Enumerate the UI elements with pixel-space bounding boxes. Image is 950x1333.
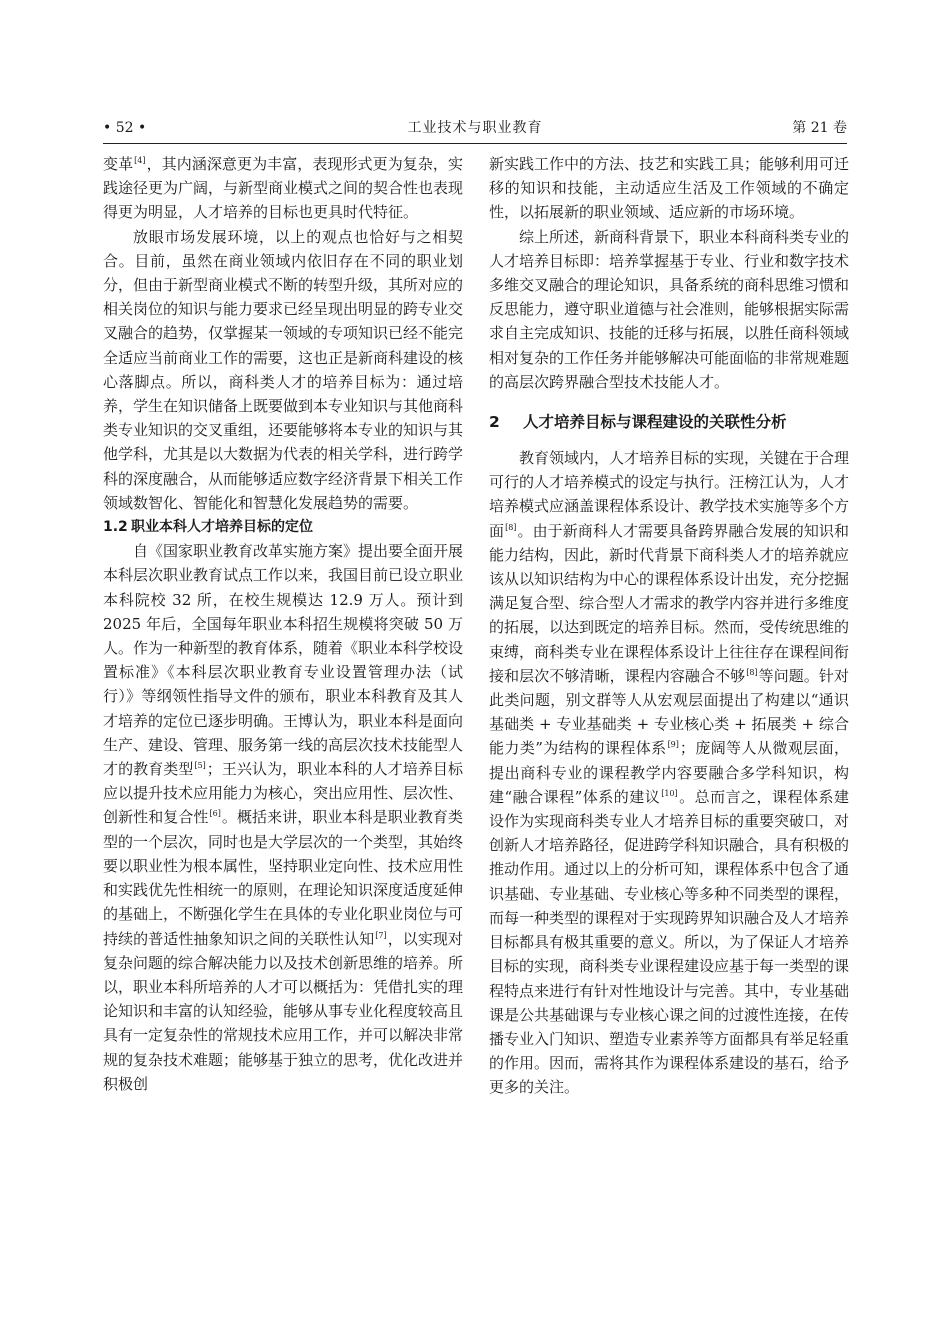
citation: [9]	[667, 740, 679, 750]
left-column	[103, 152, 463, 1096]
page-number: • 52 •	[103, 120, 147, 136]
citation: [4]	[134, 156, 146, 165]
header-rule	[103, 143, 847, 144]
citation: [10]	[661, 788, 678, 798]
paragraph: 综上所述，新商科背景下，职业本科商科类专业的人才培养目标即：培养掌握基于专业、行业和数字技术多维交叉融合的理论知识，具备系统的商科思维习惯和反思能力，遵守职业道德与社会准则，能够根据实际需求自主完成知识、技能的迁移与拓展，以胜任商科领域相对复杂的工作任务并能够解决可能面临的非常规难题的高层次跨界融合型技术技能人才。	[489, 227, 850, 391]
citation: [7]	[375, 930, 387, 940]
journal-title: 工业技术与职业教育	[407, 120, 543, 136]
citation: [8]	[746, 667, 758, 677]
volume-label: 第 21 卷	[792, 120, 847, 136]
paragraph: 新实践工作中的方法、技艺和实践工具；能够利用可迁移的知识和技能，主动适应生活及工作领域的不确定性，以拓展新的职业领域、适应新的市场环境。	[489, 155, 850, 222]
right-column	[489, 152, 849, 1100]
section-heading-1-2: 1.2 职业本科人才培养目标的定位	[103, 519, 313, 536]
running-header	[103, 118, 847, 140]
paragraph: 自《国家职业教育改革实施方案》提出要全面开展本科层次职业教育试点工作以来，我国目前已设立职业本科院校 32 所，在校生规模达 12.9 万人。预计到 2025 年后，全国每年职业本科招生规模将突破 50 万人。作为一种新型的教育体系，随着《职业本科学校设置标准》《本科层次职业教育专业设置管理办法（试行）》等纲领性指导文件的颁布，职业本科教育及其人才培养的定位已逐步明确。王博认为，职业本科是面向生产、建设、管理、服务第一线的高层次技术技能型人才的教育类型[5]；王兴认为，职业本科的人才培养目标应以提升技术应用能力为核心，突出应用性、层次性、创新性和复合性[6]。概括来讲，职业本科是职业教育类型的一个层次，同时也是大学层次的一个类型，其始终要以职业性为根本属性，坚持职业定向性、技术应用性和实践优先性相统一的原则，在理论知识深度适度延伸的基础上，不断强化学生在具体的专业化职业岗位与可持续的普适性抽象知识之间的关联性认知[7]，以实现对复杂问题的综合解决能力以及技术创新思维的培养。所以，职业本科所培养的人才可以概括为：凭借扎实的理论知识和丰富的认知经验，能够从事专业化程度较高且具有一定复杂性的常规技术应用工作，并可以解决非常规的复杂技术难题；能够基于独立的思考，优化改进并积极创	[103, 542, 464, 1093]
section-heading-2: 2 人才培养目标与课程建设的关联性分析	[489, 413, 787, 432]
paragraph: 放眼市场发展环境，以上的观点也恰好与之相契合。目前，虽然在商业领域内依旧存在不同的职业划分，但由于新型商业模式不断的转型升级，其所对应的相关岗位的知识与能力要求已经呈现出明显的跨专业交叉融合的趋势，仅掌握某一领域的专项知识已经不能完全适应当前商业工作的需要，这也正是新商科建设的核心落脚点。所以，商科类人才的培养目标为：通过培养，学生在知识储备上既要做到本专业知识与其他商科类专业知识的交叉重组，还要能够将本专业的知识与其他学科，尤其是以大数据为代表的相关学科，进行跨学科的深度融合，从而能够适应数字经济背景下相关工作领域数智化、智能化和智慧化发展趋势的需要。	[103, 227, 464, 512]
paragraph: 教育领域内，人才培养目标的实现，关键在于合理可行的人才培养模式的设定与执行。汪榜江认为，人才培养模式应涵盖课程体系设计、教学技术实施等多个方面[8]。由于新商科人才需要具备跨界融合发展的知识和能力结构，因此，新时代背景下商科类人才的培养就应该从以知识结构为中心的课程体系设计出发，充分挖掘满足复合型、综合型人才需求的教学内容并进行多维度的拓展，以达到既定的培养目标。然而，受传统思维的束缚，商科类专业在课程体系设计上往往存在课程间衔接和层次不够清晰，课程内容融合不够[8]等问题。针对此类问题，别文群等人从宏观层面提出了构建以“通识基础类 + 专业基础类 + 专业核心类 + 拓展类 + 综合能力类”为结构的课程体系[9]；庞阔等人从微观层面，提出商科专业的课程教学内容要融合多学科知识，构建“融合课程”体系的建议[10]。总而言之，课程体系建设作为实现商科类专业人才培养目标的重要突破口，对创新人才培养路径，促进跨学科知识融合，具有积极的推动作用。通过以上的分析可知，课程体系中包含了通识基础、专业基础、专业核心等多种不同类型的课程，而每一种类型的课程对于实现跨界知识融合及人才培养目标都具有极其重要的意义。所以，为了保证人才培养目标的实现，商科类专业课程建设应基于每一类型的课程特点来进行有针对性地设计与完善。其中，专业基础课是公共基础课与专业核心课之间的过渡性连接，在传播专业入门知识、塑造专业素养等方面都具有举足轻重的作用。因而，需将其作为课程体系建设的基石，给予更多的关注。	[489, 449, 850, 1097]
citation: [8]	[505, 522, 517, 532]
paragraph: 变革[4]，其内涵深意更为丰富，表现形式更为复杂，实践途径更为广阔，与新型商业模式之间的契合性也表现得更为明显，人才培养的目标也更具时代特征。	[103, 155, 464, 222]
citation: [6]	[209, 809, 221, 819]
citation: [5]	[194, 761, 206, 771]
